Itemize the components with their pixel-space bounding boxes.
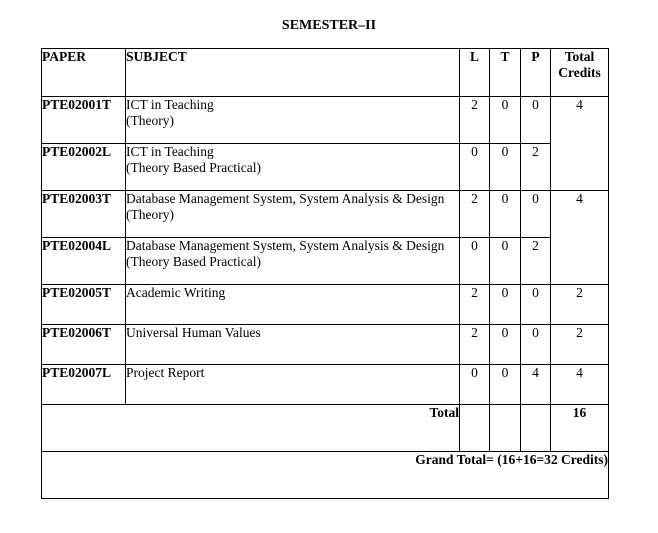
credits-value: 4 <box>551 191 609 285</box>
subject-cell <box>126 144 460 191</box>
subject-name: Database Management System, System Analysis & Design <box>126 191 445 206</box>
table-row <box>42 97 609 144</box>
page-title: SEMESTER–II <box>281 18 377 33</box>
practical-value: 0 <box>521 325 551 365</box>
tutorial-value: 0 <box>490 191 521 238</box>
total-row <box>42 405 609 452</box>
subject-name: Database Management System, System Analysis & Design <box>126 238 445 253</box>
paper-code: PTE02002L <box>42 144 126 191</box>
paper-code: PTE02004L <box>42 238 126 285</box>
total-credits-value: 16 <box>551 405 609 452</box>
subject-type: (Theory) <box>126 207 174 222</box>
paper-code: PTE02006T <box>42 325 126 365</box>
lecture-value: 0 <box>460 365 490 405</box>
credits-value: 2 <box>551 325 609 365</box>
table-row <box>42 365 609 405</box>
lecture-value: 0 <box>460 144 490 191</box>
subject-type: (Theory Based Practical) <box>126 254 261 269</box>
lecture-value: 2 <box>460 325 490 365</box>
header-p: P <box>521 49 551 97</box>
grand-total-row <box>42 452 609 499</box>
subject-name: Universal Human Values <box>126 325 460 365</box>
table-row <box>42 285 609 325</box>
practical-value: 4 <box>521 365 551 405</box>
paper-code: PTE02003T <box>42 191 126 238</box>
subject-cell <box>126 238 460 285</box>
lecture-value: 0 <box>460 238 490 285</box>
credits-table <box>41 48 609 499</box>
tutorial-value: 0 <box>490 365 521 405</box>
total-label: Total <box>42 405 460 452</box>
paper-code: PTE02001T <box>42 97 126 144</box>
subject-name: ICT in Teaching <box>126 144 214 159</box>
tutorial-value: 0 <box>490 97 521 144</box>
practical-value: 2 <box>521 238 551 285</box>
total-p-empty <box>521 405 551 452</box>
practical-value: 0 <box>521 97 551 144</box>
total-t-empty <box>490 405 521 452</box>
table-row <box>42 191 609 238</box>
header-paper: PAPER <box>42 49 126 97</box>
grand-total-text: Grand Total= (16+16=32 Credits) <box>42 452 609 499</box>
header-total-line1: Total <box>564 49 595 64</box>
header-total-line2: Credits <box>558 65 601 80</box>
paper-code: PTE02007L <box>42 365 126 405</box>
header-t: T <box>490 49 521 97</box>
practical-value: 2 <box>521 144 551 191</box>
tutorial-value: 0 <box>490 238 521 285</box>
practical-value: 0 <box>521 191 551 238</box>
subject-name: ICT in Teaching <box>126 97 214 112</box>
subject-type: (Theory) <box>126 113 174 128</box>
subject-type: (Theory Based Practical) <box>126 160 261 175</box>
credits-value: 4 <box>551 97 609 191</box>
lecture-value: 2 <box>460 97 490 144</box>
subject-name: Academic Writing <box>126 285 460 325</box>
header-total-credits <box>551 49 609 97</box>
subject-name: Project Report <box>126 365 460 405</box>
header-subject: SUBJECT <box>126 49 460 97</box>
tutorial-value: 0 <box>490 285 521 325</box>
lecture-value: 2 <box>460 191 490 238</box>
table-row <box>42 325 609 365</box>
header-l: L <box>460 49 490 97</box>
tutorial-value: 0 <box>490 144 521 191</box>
practical-value: 0 <box>521 285 551 325</box>
subject-cell <box>126 191 460 238</box>
table-row <box>42 144 609 191</box>
subject-cell <box>126 97 460 144</box>
lecture-value: 2 <box>460 285 490 325</box>
paper-code: PTE02005T <box>42 285 126 325</box>
header-row <box>42 49 609 97</box>
credits-value: 4 <box>551 365 609 405</box>
credits-value: 2 <box>551 285 609 325</box>
table-row <box>42 238 609 285</box>
tutorial-value: 0 <box>490 325 521 365</box>
total-l-empty <box>460 405 490 452</box>
